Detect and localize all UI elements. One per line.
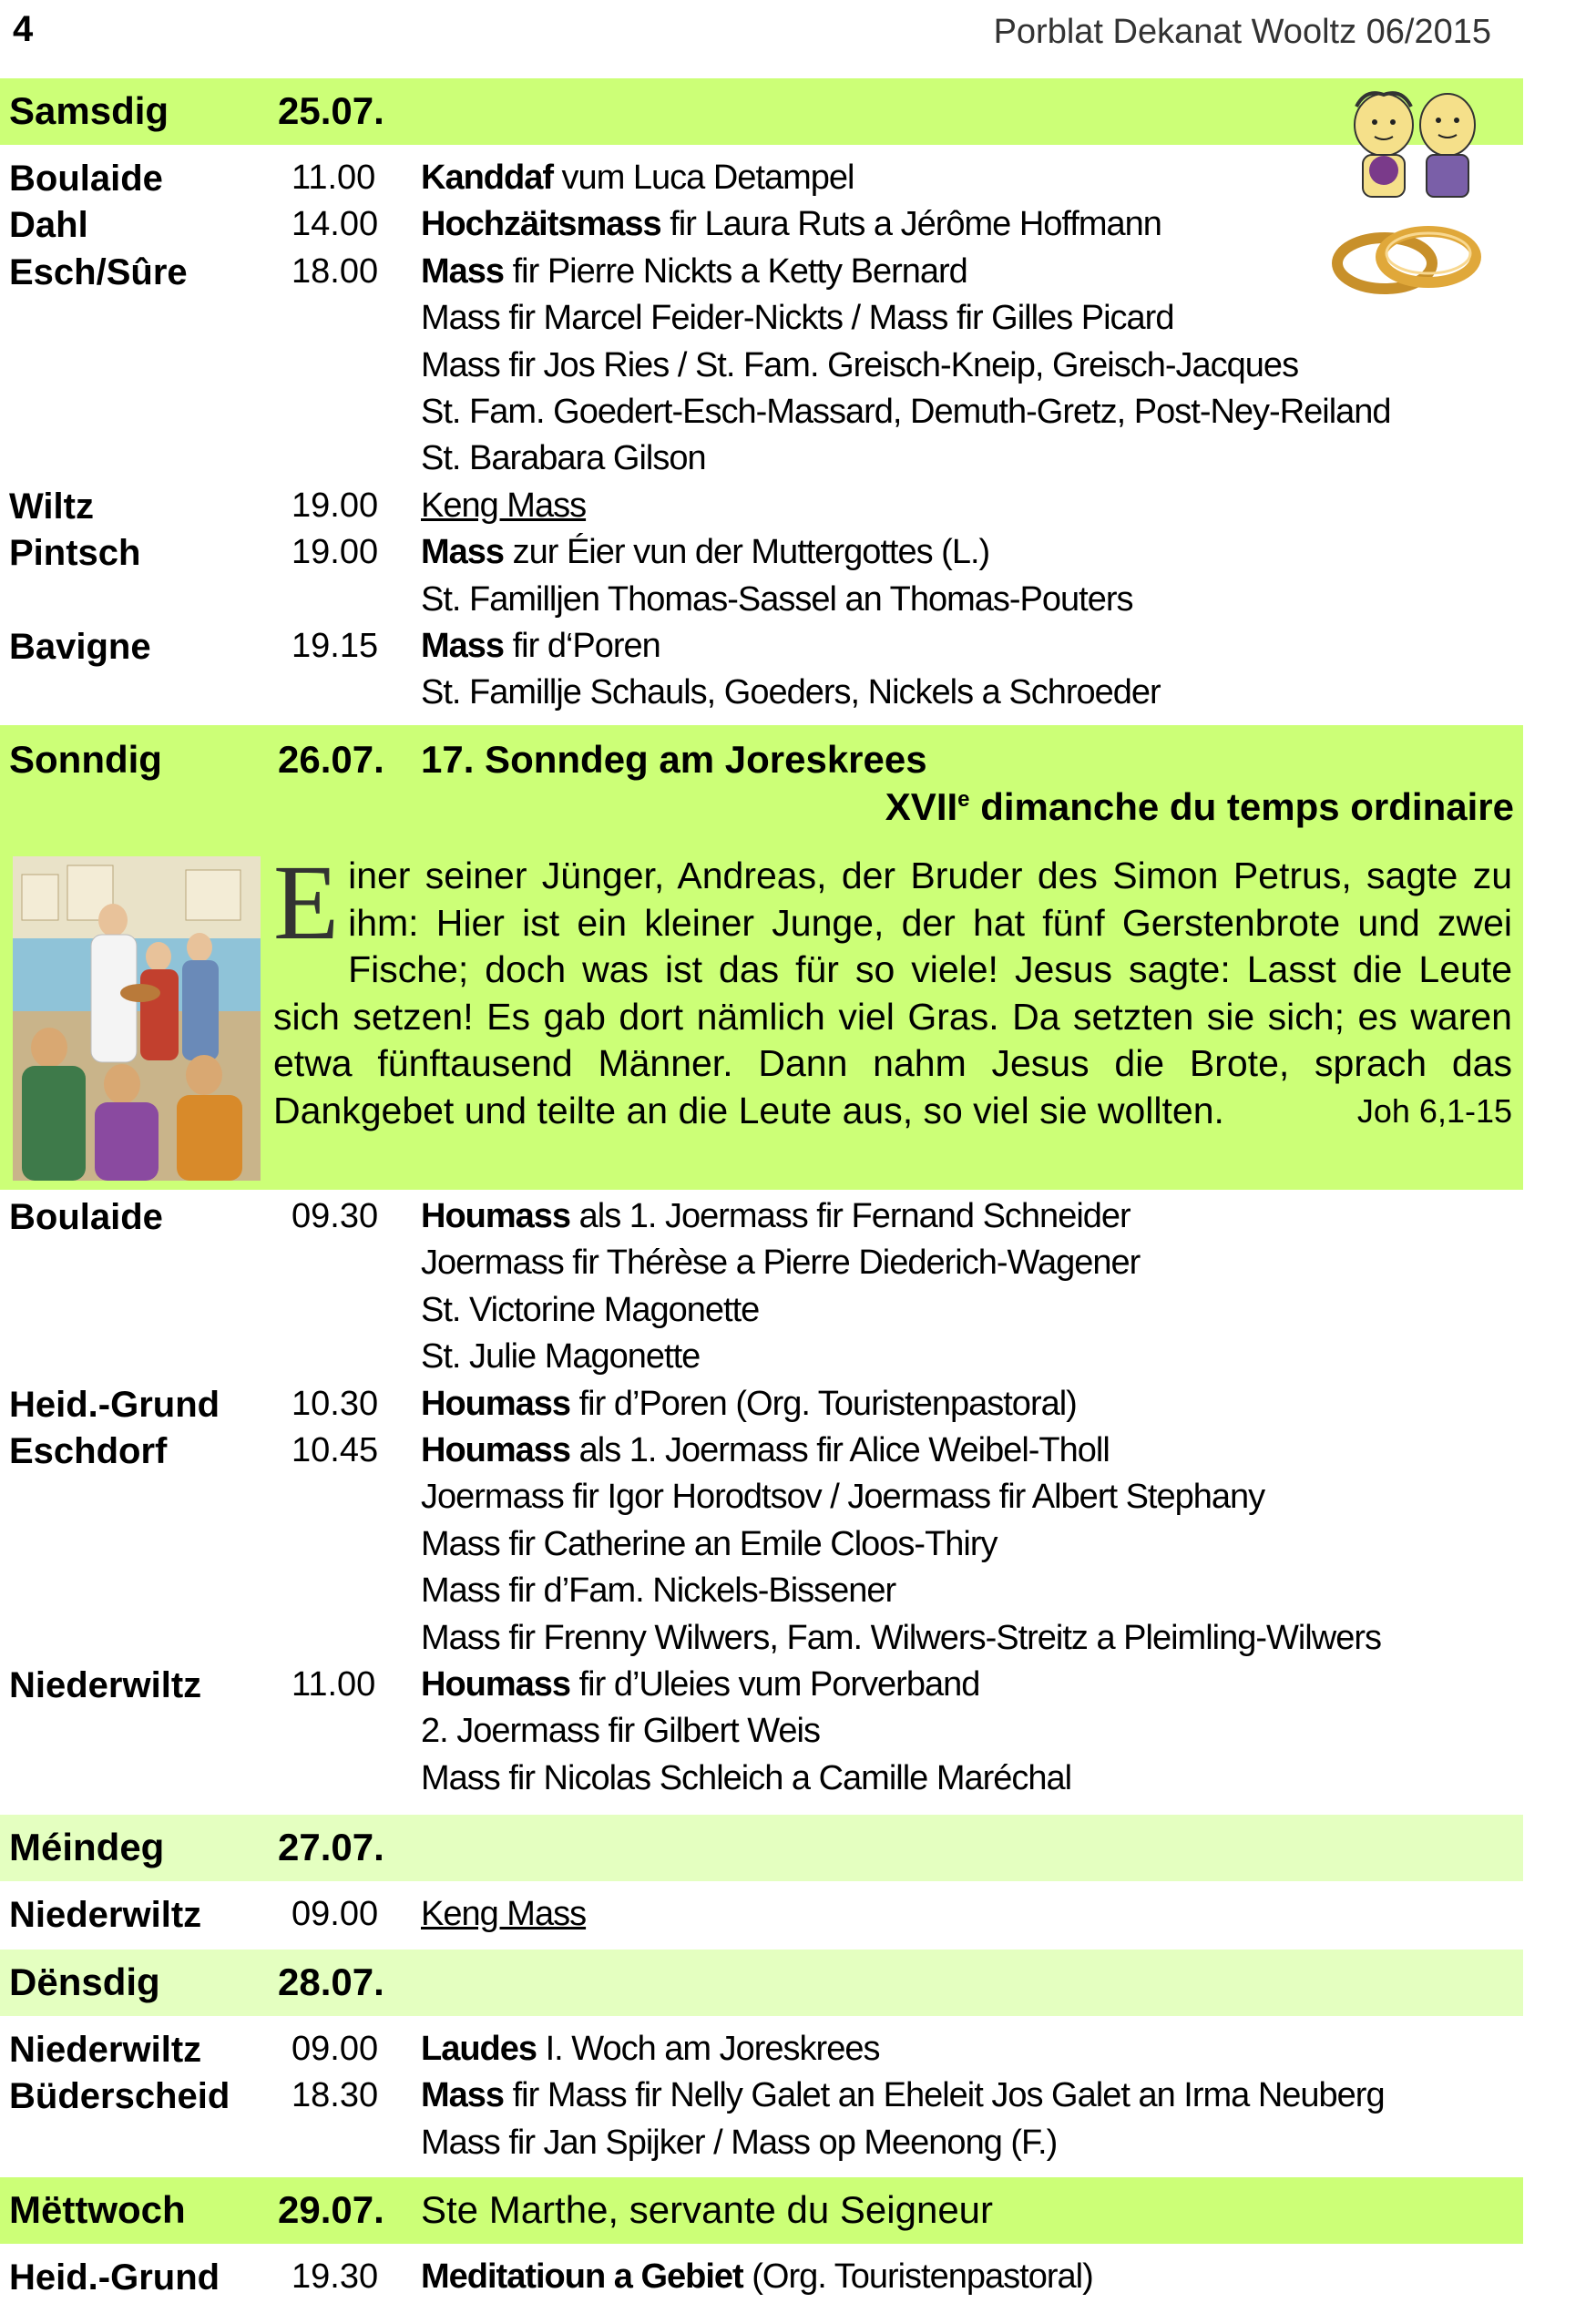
place-name: Niederwiltz <box>9 2030 202 2070</box>
schedule-row <box>0 577 1523 623</box>
service-description: Keng Mass <box>421 486 587 525</box>
service-description: St. Julie Magonette <box>421 1337 701 1377</box>
schedule-row <box>0 483 1523 529</box>
schedule-row <box>0 343 1523 389</box>
schedule-row <box>0 1474 1523 1520</box>
place-name: Dahl <box>9 205 88 246</box>
children-clipart <box>1343 84 1489 202</box>
schedule-row <box>0 435 1523 482</box>
service-description: Joermass fir Thérèse a Pierre Diederich-Wagener <box>421 1244 1141 1283</box>
service-time: 11.00 <box>292 1664 376 1704</box>
schedule-row <box>0 389 1523 435</box>
service-description: St. Barabara Gilson <box>421 439 706 478</box>
service-time: 10.45 <box>292 1430 379 1469</box>
schedule-row <box>0 1708 1523 1755</box>
service-description: Meditatioun a Gebiet (Org. Touristenpastoral) <box>421 2257 1093 2296</box>
schedule-row <box>0 1568 1523 1614</box>
service-description: Mass zur Éier vun der Muttergottes (L.) <box>421 533 990 572</box>
service-description: Houmass fir d’Uleies vum Porverband <box>421 1664 980 1704</box>
schedule-row <box>0 201 1523 248</box>
service-time: 18.30 <box>292 2076 379 2115</box>
place-name: Pintsch <box>9 533 141 574</box>
service-time: 14.00 <box>292 205 379 244</box>
sunday-gospel-block <box>0 725 1523 1190</box>
service-description: St. Victorine Magonette <box>421 1290 760 1329</box>
service-description: Keng Mass <box>421 1895 587 1933</box>
schedule-row <box>0 623 1523 670</box>
gospel-reference: Joh 6,1-15 <box>1356 1091 1512 1130</box>
service-time: 18.00 <box>292 251 379 291</box>
service-description: 2. Joermass fir Gilbert Weis <box>421 1712 820 1751</box>
schedule-row <box>0 1521 1523 1568</box>
sunday-title: 17. Sonndeg am Joreskrees <box>421 738 927 781</box>
place-name: Boulaide <box>9 159 163 199</box>
service-description: Joermass fir Igor Horodtsov / Joermass fir Albert Stephany <box>421 1478 1265 1517</box>
place-name: Heid.-Grund <box>9 1384 220 1425</box>
gospel-body: iner seiner Jünger, Andreas, der Bruder des Simon Petrus, sagte zu ihm: Hier ist ein kleiner Junge, der hat fünf Gerstenbrote und zwei Fische; doch was ist das für so viele! Jesus sagte: Lasst die Leute sich setzen! Es gab dort nämlich viel Gras. Da setzten sie sich; es waren etwa fünftausend Männer. Dann nahm Jesus die Brote, sprach das Dankgebet und teilte an die Leute aus, so viel sie wollten. <box>273 855 1512 1131</box>
service-time: 09.30 <box>292 1197 379 1235</box>
day-date: 29.07. <box>278 2188 384 2231</box>
wedding-rings-clipart <box>1330 213 1485 304</box>
service-description: Mass fir Jos Ries / St. Fam. Greisch-Kneip, Greisch-Jacques <box>421 345 1299 384</box>
feast-name: Ste Marthe, servante du Seigneur <box>421 2188 994 2231</box>
service-description: Mass fir d’Fam. Nickels-Bissener <box>421 1571 896 1611</box>
day-name: Sonndig <box>9 738 162 781</box>
place-name: Niederwiltz <box>9 1664 202 1705</box>
schedule-row <box>0 155 1523 201</box>
service-description: Mass fir Nicolas Schleich a Camille Maréchal <box>421 1758 1072 1797</box>
schedule-wednesday <box>0 2254 1523 2300</box>
gospel-text <box>273 843 1512 1134</box>
service-time: 19.00 <box>292 486 379 525</box>
service-description: Mass fir Marcel Feider-Nickts / Mass fir Gilles Picard <box>421 299 1174 338</box>
day-name: Mëttwoch <box>9 2188 186 2231</box>
place-name: Esch/Sûre <box>9 251 188 292</box>
schedule-monday <box>0 1891 1523 1938</box>
day-header-tuesday <box>0 1950 1523 2016</box>
schedule-row <box>0 1615 1523 1662</box>
schedule-row <box>0 1334 1523 1380</box>
schedule-tuesday <box>0 2026 1523 2166</box>
service-time: 19.15 <box>292 626 379 665</box>
sunday-title-french: XVIIe dimanche du temps ordinaire <box>885 785 1514 828</box>
schedule-row <box>0 1240 1523 1286</box>
place-name: Heid.-Grund <box>9 2257 220 2298</box>
drop-cap: E <box>273 843 340 962</box>
day-header-saturday <box>0 78 1523 145</box>
schedule-row <box>0 1891 1523 1938</box>
place-name: Wiltz <box>9 486 94 527</box>
place-name: Eschdorf <box>9 1430 168 1471</box>
schedule-row <box>0 1428 1523 1474</box>
day-date: 27.07. <box>278 1826 384 1868</box>
schedule-row <box>0 1381 1523 1428</box>
schedule-row <box>0 295 1523 342</box>
service-description: Mass fir Frenny Wilwers, Fam. Wilwers-Streitz a Pleimling-Wilwers <box>421 1618 1381 1657</box>
schedule-row <box>0 2254 1523 2300</box>
service-description: Mass fir Catherine an Emile Cloos-Thiry <box>421 1524 998 1563</box>
schedule-row <box>0 2073 1523 2119</box>
service-description: Houmass fir d’Poren (Org. Touristenpastoral) <box>421 1384 1077 1423</box>
service-time: 09.00 <box>292 1895 379 1933</box>
schedule-row <box>0 1193 1523 1240</box>
schedule-row <box>0 2120 1523 2166</box>
service-description: Hochzäitsmass fir Laura Ruts a Jérôme Hoffmann <box>421 205 1161 244</box>
publication-title: Porblat Dekanat Wooltz 06/2015 <box>993 13 1491 51</box>
service-time: 09.00 <box>292 2030 379 2068</box>
service-description: Mass fir Pierre Nickts a Ketty Bernard <box>421 251 967 291</box>
page-header <box>0 0 1596 73</box>
service-time: 11.00 <box>292 159 376 197</box>
service-description: St. Famillje Schauls, Goeders, Nickels a Schroeder <box>421 673 1161 712</box>
day-header-monday <box>0 1815 1523 1881</box>
service-description: Kanddaf vum Luca Detampel <box>421 159 854 197</box>
day-date: 26.07. <box>278 738 384 781</box>
service-time: 10.30 <box>292 1384 379 1423</box>
schedule-sunday <box>0 1193 1523 1802</box>
service-description: Houmass als 1. Joermass fir Fernand Schneider <box>421 1197 1130 1235</box>
schedule-row <box>0 249 1523 295</box>
jesus-loaves-illustration <box>13 856 261 1181</box>
service-description: Mass fir d‘Poren <box>421 626 660 665</box>
schedule-row <box>0 2026 1523 2073</box>
service-time: 19.30 <box>292 2257 379 2296</box>
day-date: 25.07. <box>278 89 384 132</box>
service-description: St. Familljen Thomas-Sassel an Thomas-Pouters <box>421 579 1133 619</box>
day-name: Dënsdig <box>9 1960 160 2003</box>
place-name: Boulaide <box>9 1197 163 1237</box>
schedule-row <box>0 1662 1523 1708</box>
day-name: Samsdig <box>9 89 169 132</box>
page-number: 4 <box>13 9 34 49</box>
service-description: Houmass als 1. Joermass fir Alice Weibel-Tholl <box>421 1430 1110 1469</box>
place-name: Bavigne <box>9 626 151 667</box>
schedule-saturday <box>0 155 1523 717</box>
schedule-row <box>0 1287 1523 1334</box>
service-description: St. Fam. Goedert-Esch-Massard, Demuth-Gretz, Post-Ney-Reiland <box>421 392 1391 431</box>
day-header-wednesday <box>0 2177 1523 2244</box>
day-name: Méindeg <box>9 1826 165 1868</box>
schedule-row <box>0 529 1523 576</box>
service-description: Mass fir Mass fir Nelly Galet an Eheleit Jos Galet an Irma Neuberg <box>421 2076 1385 2115</box>
schedule-row <box>0 670 1523 716</box>
service-description: Mass fir Jan Spijker / Mass op Meenong (F.) <box>421 2123 1058 2162</box>
place-name: Büderscheid <box>9 2076 230 2117</box>
schedule-row <box>0 1755 1523 1802</box>
service-description: Laudes I. Woch am Joreskrees <box>421 2030 880 2068</box>
service-time: 19.00 <box>292 533 379 572</box>
place-name: Niederwiltz <box>9 1895 202 1935</box>
day-date: 28.07. <box>278 1960 384 2003</box>
